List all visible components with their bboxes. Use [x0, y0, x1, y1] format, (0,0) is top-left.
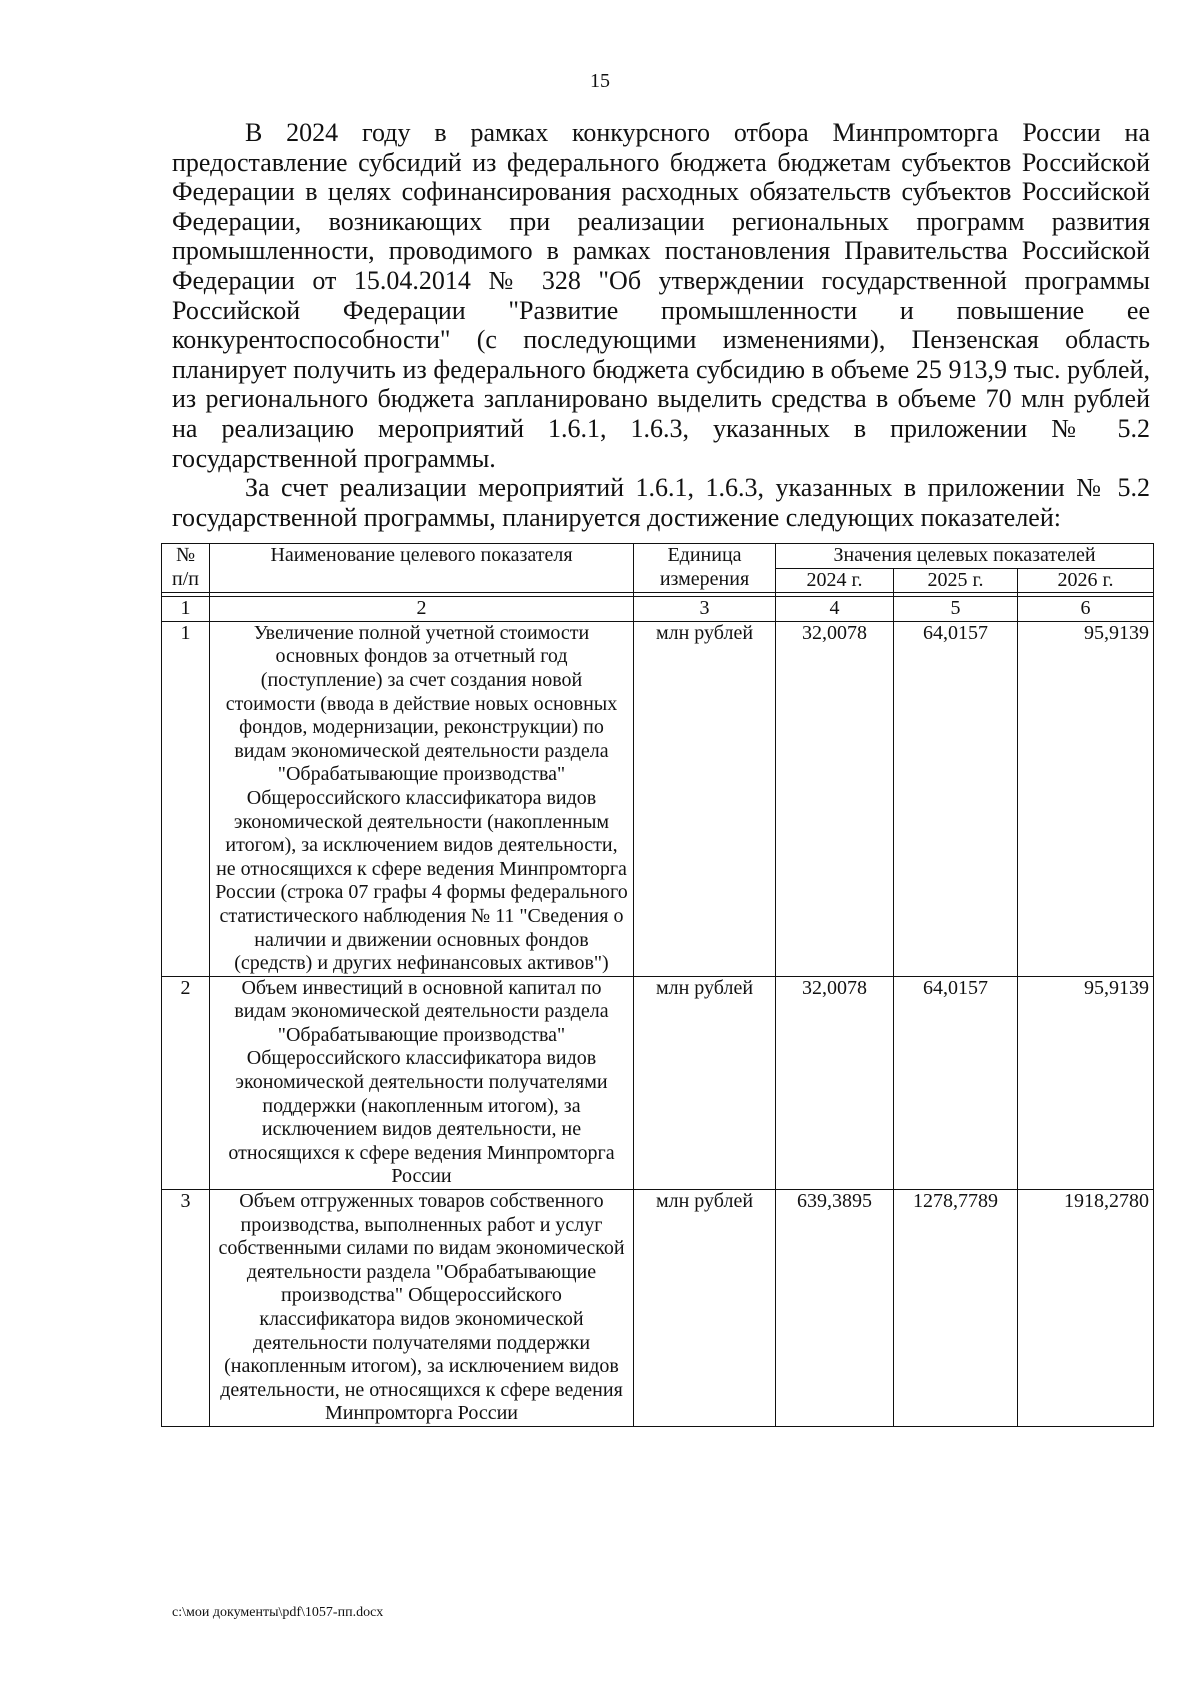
header-name: Наименование целевого показателя: [210, 544, 634, 593]
body-text: [172, 118, 1150, 532]
header-unit: Единица измерения: [634, 544, 776, 593]
table-row: [162, 1190, 1154, 1427]
row-unit: млн рублей: [634, 1190, 776, 1427]
row-value-2025: 1278,7789: [894, 1190, 1018, 1427]
column-number: 4: [776, 597, 894, 622]
row-value-2026: 95,9139: [1018, 976, 1154, 1189]
row-value-2024: 32,0078: [776, 621, 894, 976]
row-num: 3: [162, 1190, 210, 1427]
column-numbers-row: [162, 597, 1154, 622]
paragraph-subsidy: В 2024 году в рамках конкурсного отбора Минпромторга России на предоставление субсидий из федерального бюджета бюджетам субъектов Российской Федерации в целях софинансирования расходных обязательств субъектов Российской Федерации, возникающих при реализации региональных программ развития промышленности, проводимого в рамках постановления Правительства Российской Федерации от 15.04.2014 № 328 "Об утверждении государственной программы Российской Федерации "Развитие промышленности и повышение ее конкурентоспособности" (с последующими изменениями), Пензенская область планирует получить из федерального бюджета субсидию в объеме 25 913,9 тыс. рублей, из регионального бюджета запланировано выделить средства в объеме 70 млн рублей на реализацию мероприятий 1.6.1, 1.6.3, указанных в приложении № 5.2 государственной программы.: [172, 118, 1150, 473]
table-header-row: [162, 544, 1154, 569]
header-year-2026: 2026 г.: [1018, 568, 1154, 593]
header-num: № п/п: [162, 544, 210, 593]
row-unit: млн рублей: [634, 976, 776, 1189]
table-row: [162, 976, 1154, 1189]
row-indicator-name: Увеличение полной учетной стоимости основных фондов за отчетный год (поступление) за счет создания новой стоимости (ввода в действие новых основных фондов, модернизации, реконструкции) по видам экономической деятельности раздела "Обрабатывающие производства" Общероссийского классификатора видов экономической деятельности (накопленным итогом), за исключением видов деятельности, не относящихся к сфере ведения Минпромторга России (строка 07 графы 4 формы федерального статистического наблюдения № 11 "Сведения о наличии и движении основных фондов (средств) и других нефинансовых активов"): [210, 621, 634, 976]
row-indicator-name: Объем инвестиций в основной капитал по видам экономической деятельности раздела "Обрабатывающие производства" Общероссийского классификатора видов экономической деятельности получателями поддержки (накопленным итогом), за исключением видов деятельности, не относящихся к сфере ведения Минпромторга России: [210, 976, 634, 1189]
header-values-group: Значения целевых показателей: [776, 544, 1154, 569]
row-value-2024: 639,3895: [776, 1190, 894, 1427]
row-indicator-name: Объем отгруженных товаров собственного производства, выполненных работ и услуг собственными силами по видам экономической деятельности раздела "Обрабатывающие производства" Общероссийского классификатора видов экономической деятельности получателями поддержки (накопленным итогом), за исключением видов деятельности, не относящихся к сфере ведения Минпромторга России: [210, 1190, 634, 1427]
column-number: 1: [162, 597, 210, 622]
table-row: [162, 621, 1154, 976]
row-value-2025: 64,0157: [894, 976, 1018, 1189]
footer-file-path: c:\мои документы\pdf\1057-пп.docx: [172, 1605, 384, 1620]
row-unit: млн рублей: [634, 621, 776, 976]
indicators-table: [161, 543, 1154, 1427]
row-value-2024: 32,0078: [776, 976, 894, 1189]
row-value-2026: 95,9139: [1018, 621, 1154, 976]
row-value-2026: 1918,2780: [1018, 1190, 1154, 1427]
paragraph-indicators-intro: За счет реализации мероприятий 1.6.1, 1.6.3, указанных в приложении № 5.2 государственной программы, планируется достижение следующих показателей:: [172, 473, 1150, 532]
row-num: 2: [162, 976, 210, 1189]
column-number: 6: [1018, 597, 1154, 622]
column-number: 3: [634, 597, 776, 622]
row-num: 1: [162, 621, 210, 976]
column-number: 5: [894, 597, 1018, 622]
page-number: 15: [590, 70, 610, 92]
column-number: 2: [210, 597, 634, 622]
header-year-2025: 2025 г.: [894, 568, 1018, 593]
row-value-2025: 64,0157: [894, 621, 1018, 976]
header-year-2024: 2024 г.: [776, 568, 894, 593]
